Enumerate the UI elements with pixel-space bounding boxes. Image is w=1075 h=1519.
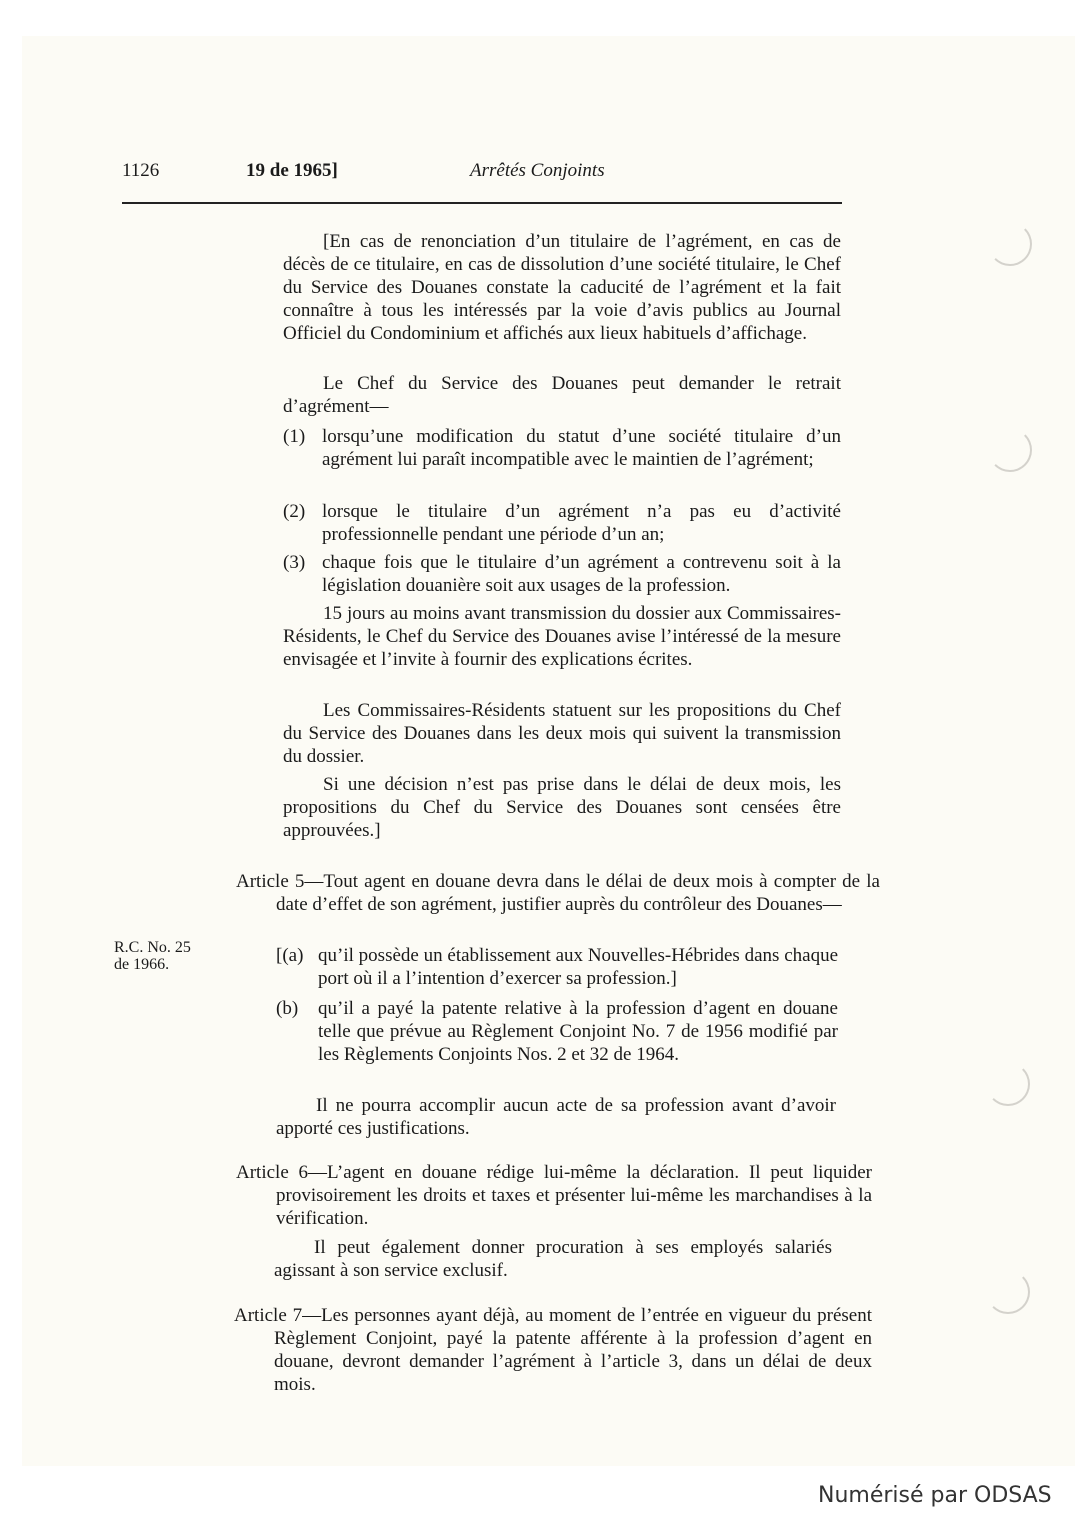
article-7: Article 7—Les personnes ayant déjà, au moment de l’entrée en vigueur du présent Règlement Conjoint, payé la patente afférente à la profession d’agent en douane, devront demander l’agrément à l’article 3, dans un délai de deux mois.	[234, 1305, 872, 1395]
article-5: Article 5—Tout agent en douane devra dans le délai de deux mois à compter de la date d’effet de son agrément, justifier auprès du contrôleur des Douanes—	[236, 871, 880, 915]
list-item-text: chaque fois que le titulaire d’un agrément a contrevenu soit à la législation douanière soit aux usages de la profession.	[322, 552, 841, 596]
list-item-text: qu’il a payé la patente relative à la profession d’agent en douane telle que prévue au Règlement Conjoint No. 7 de 1956 modifié par les Règlements Conjoints Nos. 2 et 32 de 1964.	[318, 998, 838, 1065]
punch-hole-mark	[988, 222, 1032, 266]
list-item-text: qu’il possède un établissement aux Nouvelles-Hébrides dans chaque port où il a l’intention d’exercer sa profession.]	[318, 945, 838, 989]
punch-hole-mark	[986, 1062, 1030, 1106]
list-item-2	[283, 500, 841, 546]
margin-note-line: de 1966.	[114, 956, 170, 973]
margin-note	[114, 939, 224, 973]
header-title: Arrêtés Conjoints	[470, 160, 605, 181]
list-item-1	[283, 425, 841, 471]
margin-note-line: R.C. No. 25	[114, 939, 191, 956]
header-rule	[122, 202, 842, 204]
article-5-closing: Il ne pourra accomplir aucun acte de sa profession avant d’avoir apporté ces justifications.	[276, 1095, 836, 1139]
punch-hole-mark	[988, 428, 1032, 472]
list-item-3	[283, 551, 841, 597]
article-5-item-a	[276, 944, 838, 990]
list-item-number: [(a)	[276, 945, 304, 966]
digitization-credit: Numérisé par ODSAS	[818, 1483, 1052, 1508]
list-item-text: lorsqu’une modification du statut d’une société titulaire d’un agrément lui paraît incompatible avec le maintien de l’agrément;	[322, 426, 841, 470]
paragraph-caducite: [En cas de renonciation d’un titulaire de l’agrément, en cas de décès de ce titulaire, en cas de dissolution d’une société titulaire, le Chef du Service des Douanes constate la caducité de l’agrément et la fait connaître à tous les intéressés par la voie d’avis publics au Journal Officiel du Condominium et affichés aux lieux habituels d’affichage.	[283, 231, 841, 344]
paragraph-decision: Si une décision n’est pas prise dans le délai de deux mois, les propositions du Chef du Service des Douanes sont censées être approuvées.]	[283, 774, 841, 841]
list-item-number: (3)	[283, 552, 306, 573]
article-6: Article 6—L’agent en douane rédige lui-même la déclaration. Il peut liquider provisoirement les droits et taxes et présenter lui-même les marchandises à la vérification.	[236, 1162, 872, 1229]
paragraph-retrait: Le Chef du Service des Douanes peut demander le retrait d’agrément—	[283, 373, 841, 417]
page-header	[122, 160, 842, 188]
page-number: 1126	[122, 160, 160, 181]
list-item-number: (1)	[283, 426, 306, 447]
list-item-number: (2)	[283, 501, 306, 522]
article-6-closing: Il peut également donner procuration à ses employés salariés agissant à son service exclusif.	[274, 1237, 832, 1281]
paragraph-transmission: 15 jours au moins avant transmission du dossier aux Commissaires-Résidents, le Chef du Service des Douanes avise l’intéressé de la mesure envisagée et l’invite à fournir des explications écrites.	[283, 603, 841, 670]
paragraph-commissaires: Les Commissaires-Résidents statuent sur les propositions du Chef du Service des Douanes dans les deux mois qui suivent la transmission du dossier.	[283, 700, 841, 767]
article-5-item-b	[276, 997, 838, 1066]
punch-hole-mark	[986, 1270, 1030, 1314]
list-item-text: lorsque le titulaire d’un agrément n’a pas eu d’activité professionnelle pendant une période d’un an;	[322, 501, 841, 545]
list-item-number: (b)	[276, 998, 299, 1019]
header-reference: 19 de 1965]	[246, 160, 338, 181]
